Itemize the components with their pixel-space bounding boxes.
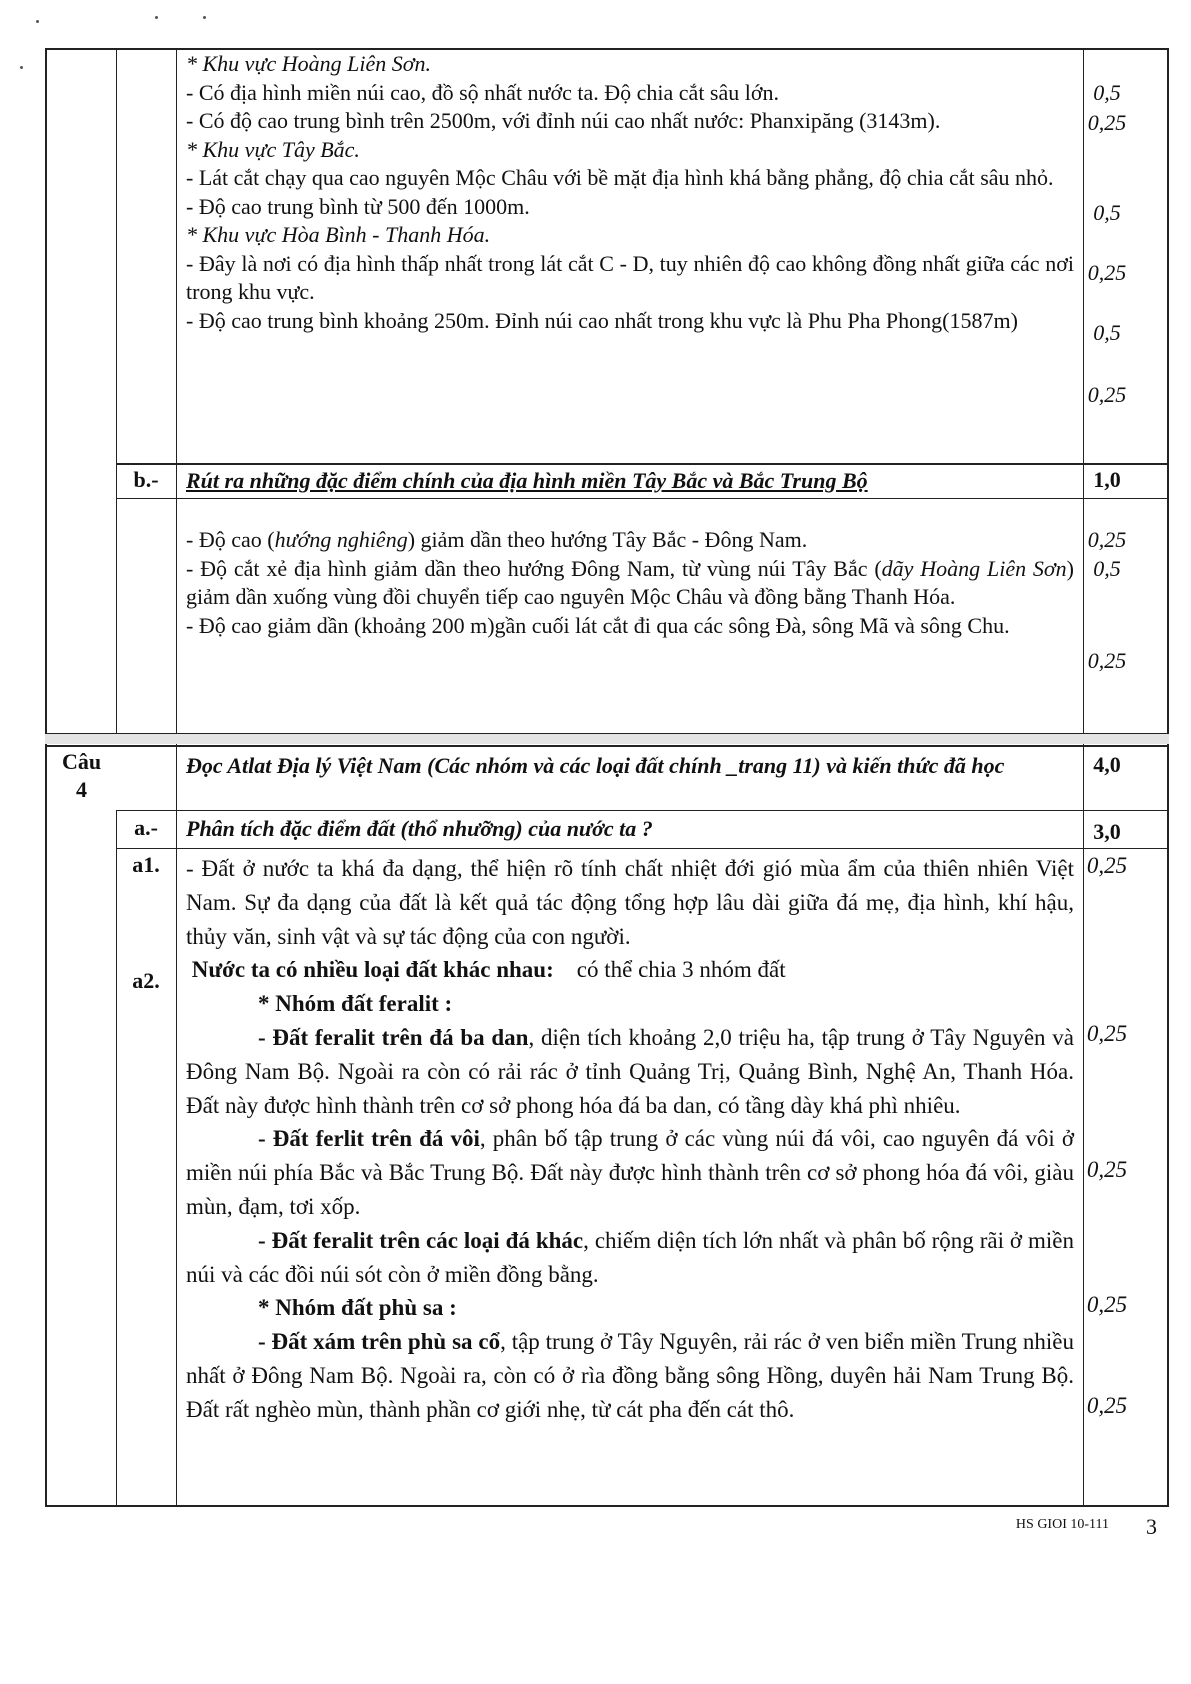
a2-intro — [186, 953, 1074, 987]
score: 0,5 — [1093, 320, 1121, 345]
a2-intro-bold: Nước ta có nhiều loại đất khác nhau: — [191, 957, 554, 983]
a2-label: a2. — [132, 968, 160, 993]
phusa-item: - Đất xám trên phù sa cổ, tập trung ở Tây Nguyên, rải rác ở ven biển miền Trung nhiều nhất ở Đông Nam Bộ. Ngoài ra, còn có ở rìa đồng bằng sông Hồng, duyên hải Nam Trung Bộ. Đất rất nghèo mùn, thành phần cơ giới nhẹ, từ cát pha đến cát thô. — [186, 1329, 1074, 1422]
question-label — [47, 748, 116, 804]
score: 0,5 — [1093, 556, 1121, 581]
part-b-score: 1,0 — [1093, 467, 1121, 492]
score: 0,25 — [1086, 1021, 1128, 1046]
content-line: - Độ cao trung bình khoảng 250m. Đỉnh núi cao nhất trong khu vực là Phu Pha Phong(1587m) — [186, 307, 1018, 333]
content-line: - Độ cao (hướng nghiêng) giảm dần theo hướng Tây Bắc - Đông Nam. — [186, 527, 808, 552]
section-separator — [45, 734, 1169, 744]
a1-text: - Đất ở nước ta khá đa dạng, thể hiện rõ tính chất nhiệt đới gió mùa ẩm của thiên nhiên Việt Nam. Sự đa dạng của đất là kết quả tác động tổng hợp lâu dài giữa đá mẹ, địa hình, khí hậu, thủy văn, sinh vật và sự tác động của con người. — [186, 856, 1074, 949]
document-code: HS GIOI 10-111 — [1015, 1517, 1109, 1532]
content-line: - Đây là nơi có địa hình thấp nhất trong lát cắt C - D, tuy nhiên độ cao không đồng nhất giữa các nơi trong khu vực. — [186, 250, 1074, 304]
part1-content — [186, 50, 1074, 335]
page-number: 3 — [1146, 1514, 1157, 1539]
scan-dot — [20, 66, 23, 69]
phusa-group-heading: * Nhóm đất phù sa : — [258, 1295, 457, 1321]
scan-dot — [36, 20, 39, 23]
heading-hoa-binh-thanh-hoa: * Khu vực Hòa Bình - Thanh Hóa. — [186, 222, 491, 247]
part-a-content — [186, 852, 1074, 1427]
feralit-item: - Đất ferlit trên đá vôi, phân bố tập trung ở các vùng núi đá vôi, cao nguyên đá vôi ở miền núi phía Bắc và Bắc Trung Bộ. Đất này được hình thành trên cơ sở phong hóa đá vôi, giàu mùn, đạm, tơi xốp. — [186, 1126, 1074, 1219]
content-line: - Độ cắt xẻ địa hình giảm dần theo hướng Đông Nam, từ vùng núi Tây Bắc (dãy Hoàng Liên Sơn) giảm dần xuống vùng đồi chuyển tiếp cao nguyên Mộc Châu và đồng bằng Thanh Hóa. — [186, 555, 1074, 609]
content-line: - Có độ cao trung bình trên 2500m, với đỉnh núi cao nhất nước: Phanxipăng (3143m). — [186, 108, 941, 133]
content-line: - Có địa hình miền núi cao, đồ sộ nhất nước ta. Độ chia cắt sâu lớn. — [186, 79, 780, 105]
a1-label: a1. — [132, 852, 160, 877]
scan-dot — [155, 16, 158, 19]
content-line: - Độ cao giảm dần (khoảng 200 m)gần cuối lát cắt đi qua các sông Đà, sông Mã và sông Chu. — [186, 612, 1010, 638]
col-divider — [116, 810, 117, 1507]
row-divider — [45, 745, 1169, 747]
score: 0,25 — [1087, 260, 1127, 285]
question-label-word: Câu — [61, 749, 102, 774]
table-border-right — [1167, 48, 1169, 1507]
part-b-label: b.- — [133, 467, 159, 492]
score: 0,25 — [1087, 648, 1127, 673]
col-divider — [176, 48, 177, 1507]
col-divider — [116, 48, 117, 733]
part-b-content — [186, 526, 1074, 640]
part-a-label: a.- — [134, 815, 158, 840]
score: 0,5 — [1093, 80, 1121, 105]
score: 0,25 — [1086, 1292, 1128, 1317]
score: 0,25 — [1086, 853, 1128, 878]
content-line: - Lát cắt chạy qua cao nguyên Mộc Châu với bề mặt địa hình khá bằng phẳng, độ chia cắt sâu nhỏ. — [186, 165, 1054, 190]
question-score: 4,0 — [1093, 752, 1121, 777]
score: 0,25 — [1087, 382, 1127, 407]
row-divider — [116, 810, 1169, 811]
part-b-heading: Rút ra những đặc điểm chính của địa hình miền Tây Bắc và Bắc Trung Bộ — [186, 468, 868, 493]
part-a-score: 3,0 — [1093, 819, 1121, 844]
feralit-item: - Đất feralit trên các loại đá khác, chiếm diện tích lớn nhất và phân bố rộng rãi ở miền núi và các đồi núi sót còn ở miền đồng bằng. — [186, 1227, 1075, 1287]
part-a-heading: Phân tích đặc điểm đất (thổ nhưỡng) của nước ta ? — [186, 816, 653, 841]
score: 0,25 — [1086, 1157, 1128, 1182]
heading-hoang-lien-son: * Khu vực Hoàng Liên Sơn. — [186, 51, 431, 76]
row-divider — [116, 848, 1169, 849]
score: 0,25 — [1087, 110, 1127, 135]
a2-intro-rest: có thể chia 3 nhóm đất — [576, 957, 786, 983]
row-divider — [116, 498, 1169, 499]
row-divider — [116, 463, 1169, 465]
score: 0,25 — [1086, 1393, 1128, 1418]
score: 0,5 — [1093, 200, 1121, 225]
content-line: - Độ cao trung bình từ 500 đến 1000m. — [186, 193, 530, 219]
score: 0,25 — [1087, 527, 1127, 552]
question-number: 4 — [76, 777, 87, 802]
feralit-item: - Đất feralit trên đá ba dan, diện tích khoảng 2,0 triệu ha, tập trung ở Tây Nguyên và Đông Nam Bộ. Ngoài ra còn có rải rác ở tỉnh Quảng Trị, Quảng Bình, Nghệ An, Thanh Hóa. Đất này được hình thành trên cơ sở phong hóa đá ba dan, có tầng dày khá phì nhiêu. — [186, 1024, 1074, 1118]
scan-dot — [203, 16, 206, 19]
feralit-group-heading: * Nhóm đất feralit : — [258, 991, 453, 1017]
heading-tay-bac: * Khu vực Tây Bắc. — [186, 136, 360, 162]
table-border-bottom — [45, 1505, 1169, 1507]
question-heading: Đọc Atlat Địa lý Việt Nam (Các nhóm và các loại đất chính _trang 11) và kiến thức đã học — [186, 753, 1005, 778]
